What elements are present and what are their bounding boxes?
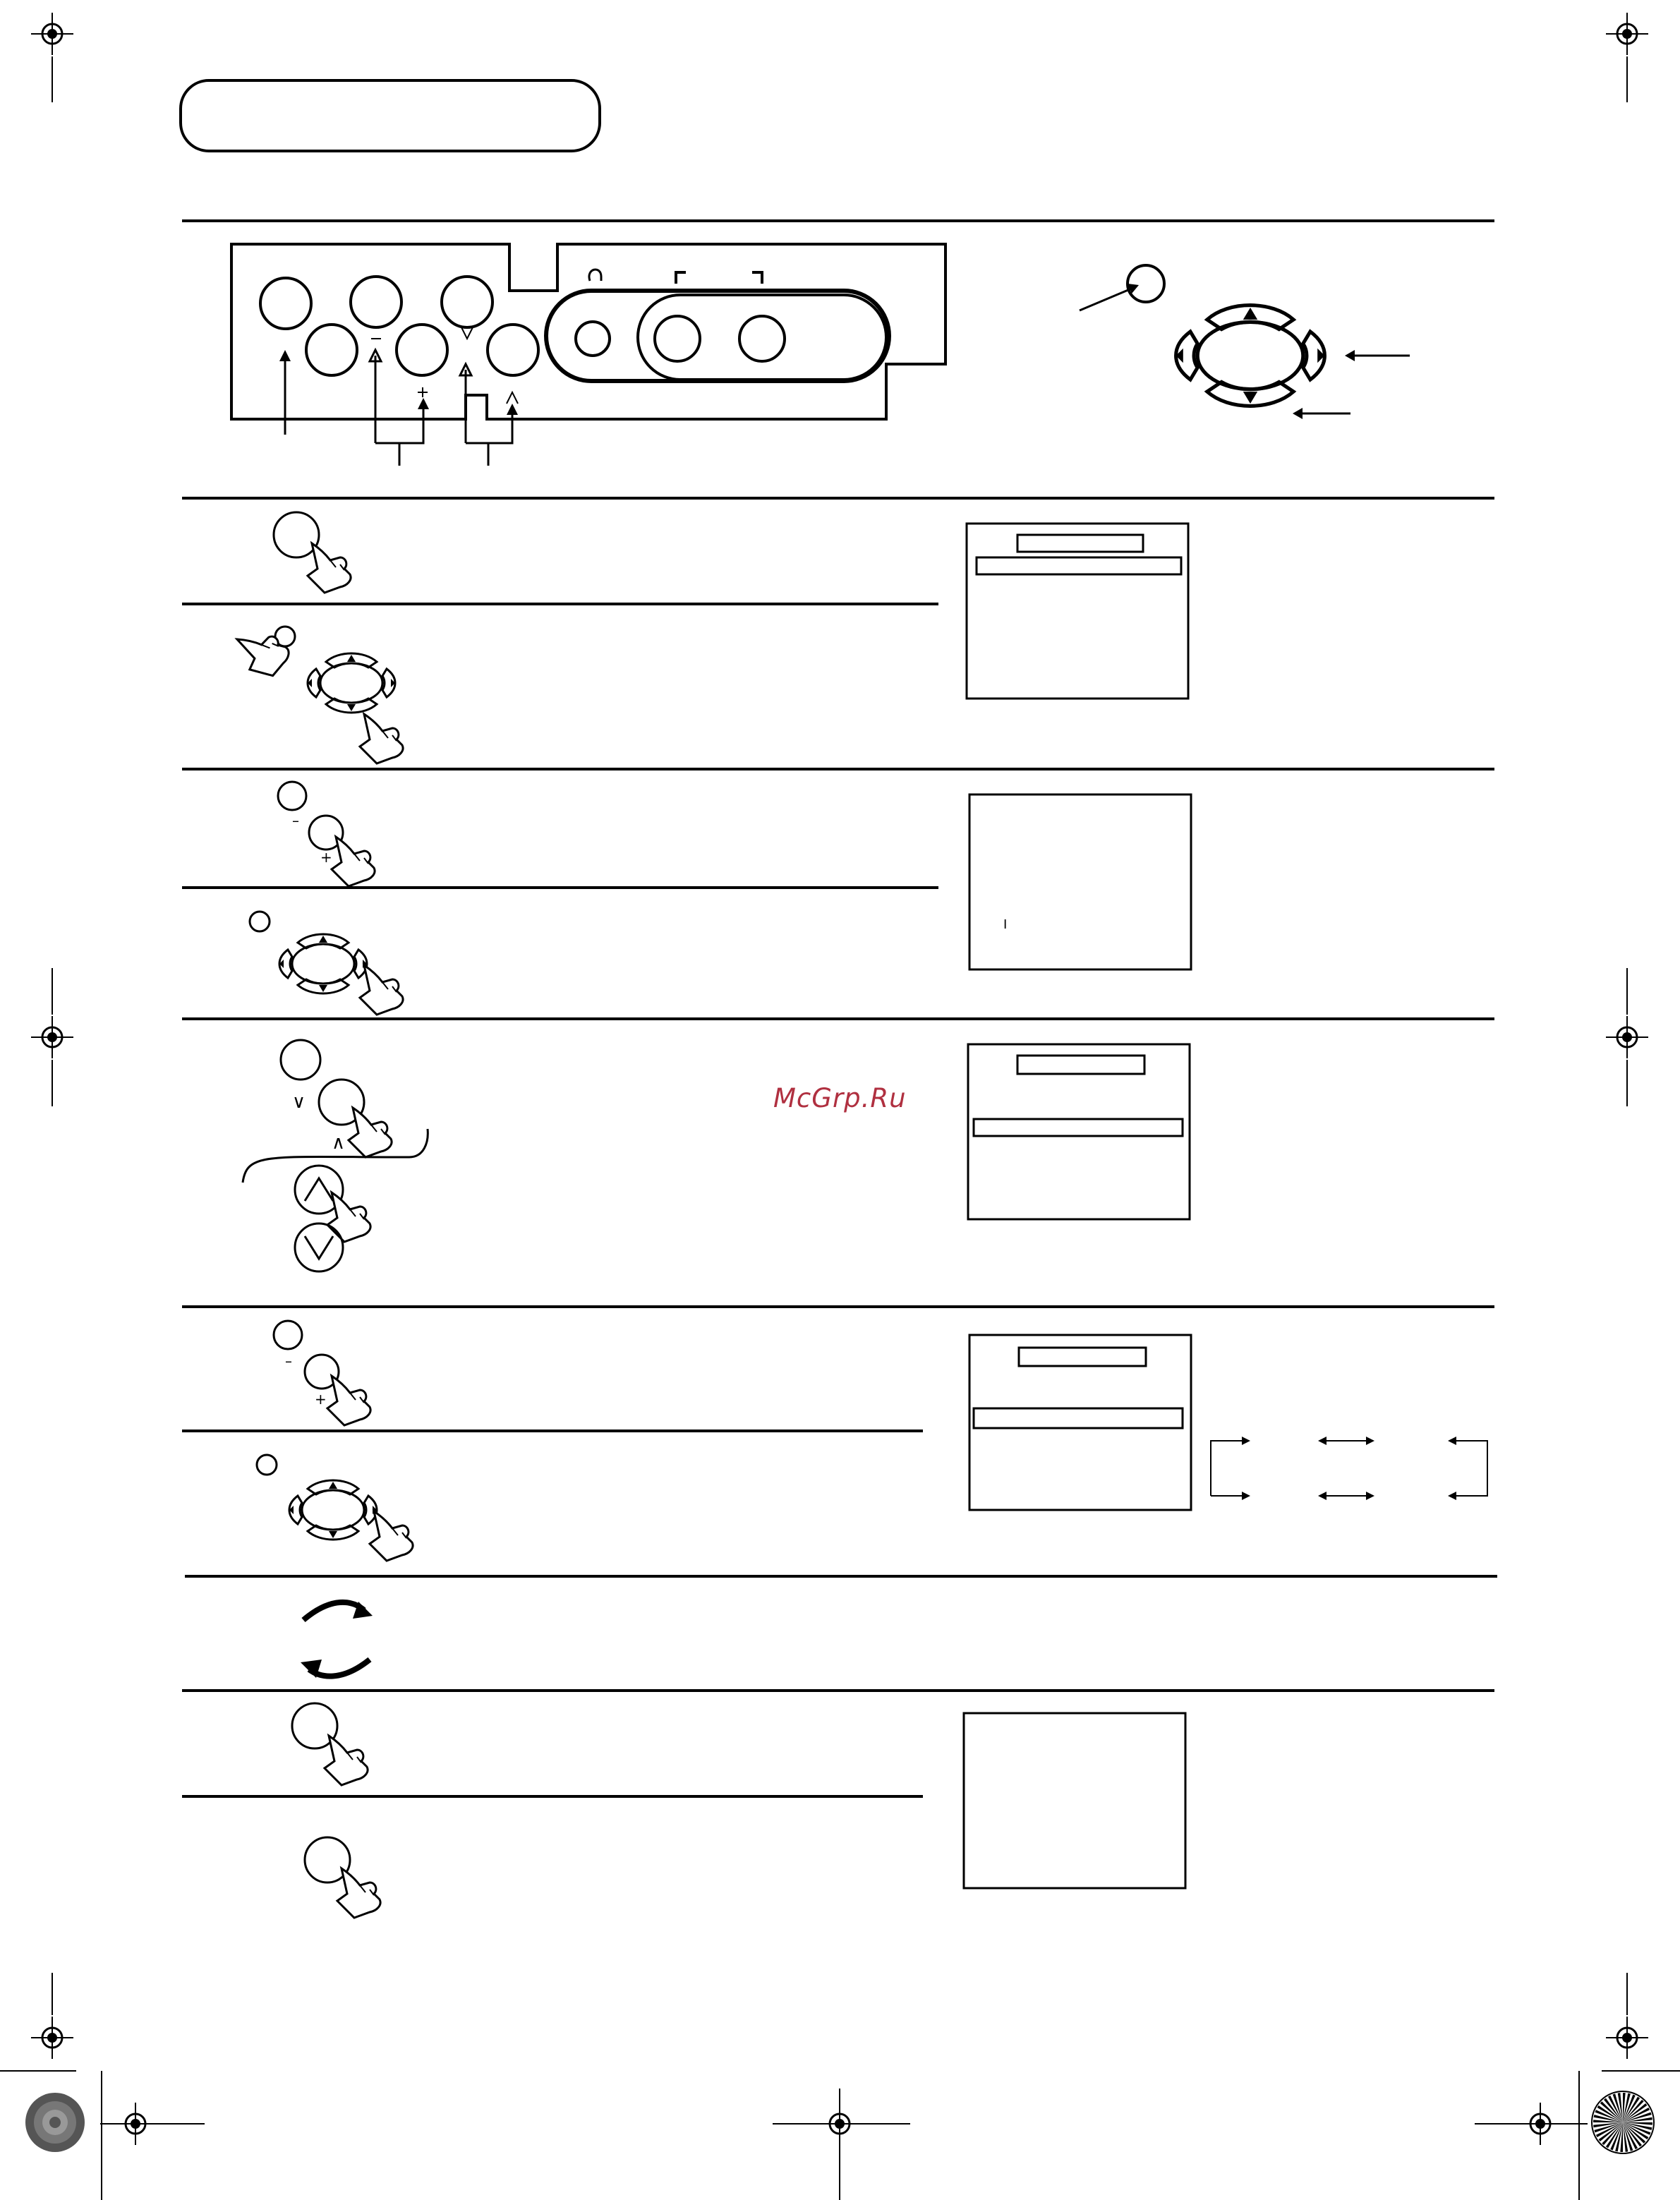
plus-minus-step <box>278 782 375 886</box>
panel-button <box>306 325 357 375</box>
panel-button <box>655 316 700 361</box>
headphone-icon <box>589 270 601 281</box>
press-button-step <box>274 512 351 593</box>
panel-button <box>442 277 492 327</box>
cursor-mark: I <box>1003 917 1008 932</box>
up-label: ∧ <box>332 1132 346 1154</box>
registration-mark-icon <box>0 1973 76 2071</box>
tv-screen-menu <box>967 524 1188 699</box>
registration-mark-icon <box>100 2071 205 2200</box>
tv-control-panel <box>231 244 945 466</box>
selection-cycle-diagram <box>1211 1437 1487 1500</box>
tv-screen-menu <box>968 1044 1190 1219</box>
tv-screen-blank <box>964 1713 1185 1888</box>
plus-label: + <box>315 1391 327 1408</box>
plus-label: + <box>320 849 332 866</box>
panel-button <box>260 278 311 329</box>
registration-mark-icon <box>1602 1973 1680 2071</box>
dpad-step <box>257 1455 413 1561</box>
rotate-arrows-icon <box>301 1602 373 1678</box>
panel-button <box>739 316 785 361</box>
registration-mark-icon <box>31 968 73 1106</box>
panel-button <box>351 277 401 327</box>
tv-screen-blank <box>969 794 1191 969</box>
star-chart-icon <box>1592 2091 1654 2153</box>
section-title-box <box>181 80 600 151</box>
watermark-text: McGrp.Ru <box>773 1083 907 1113</box>
panel-button <box>576 322 610 356</box>
minus-label: – <box>285 1353 292 1370</box>
registration-mark-icon <box>1475 2071 1588 2200</box>
remote-dpad-icon <box>1080 265 1410 419</box>
registration-mark-icon <box>1606 968 1648 1106</box>
down-label: ∨ <box>292 1092 306 1113</box>
registration-mark-icon <box>1606 13 1648 102</box>
panel-button <box>488 325 538 375</box>
press-button-step <box>305 1837 380 1918</box>
grey-scale-disc-icon <box>25 2093 85 2152</box>
panel-button <box>397 325 447 375</box>
channel-step <box>243 1040 428 1271</box>
minus-label: – <box>292 812 299 829</box>
tv-screen-menu <box>969 1335 1191 1510</box>
registration-mark-icon <box>773 2089 910 2200</box>
press-button-step <box>292 1703 368 1785</box>
registration-mark-icon <box>31 13 73 102</box>
plus-minus-step <box>274 1321 370 1425</box>
dpad-step <box>250 912 403 1015</box>
dpad-step <box>234 619 403 763</box>
